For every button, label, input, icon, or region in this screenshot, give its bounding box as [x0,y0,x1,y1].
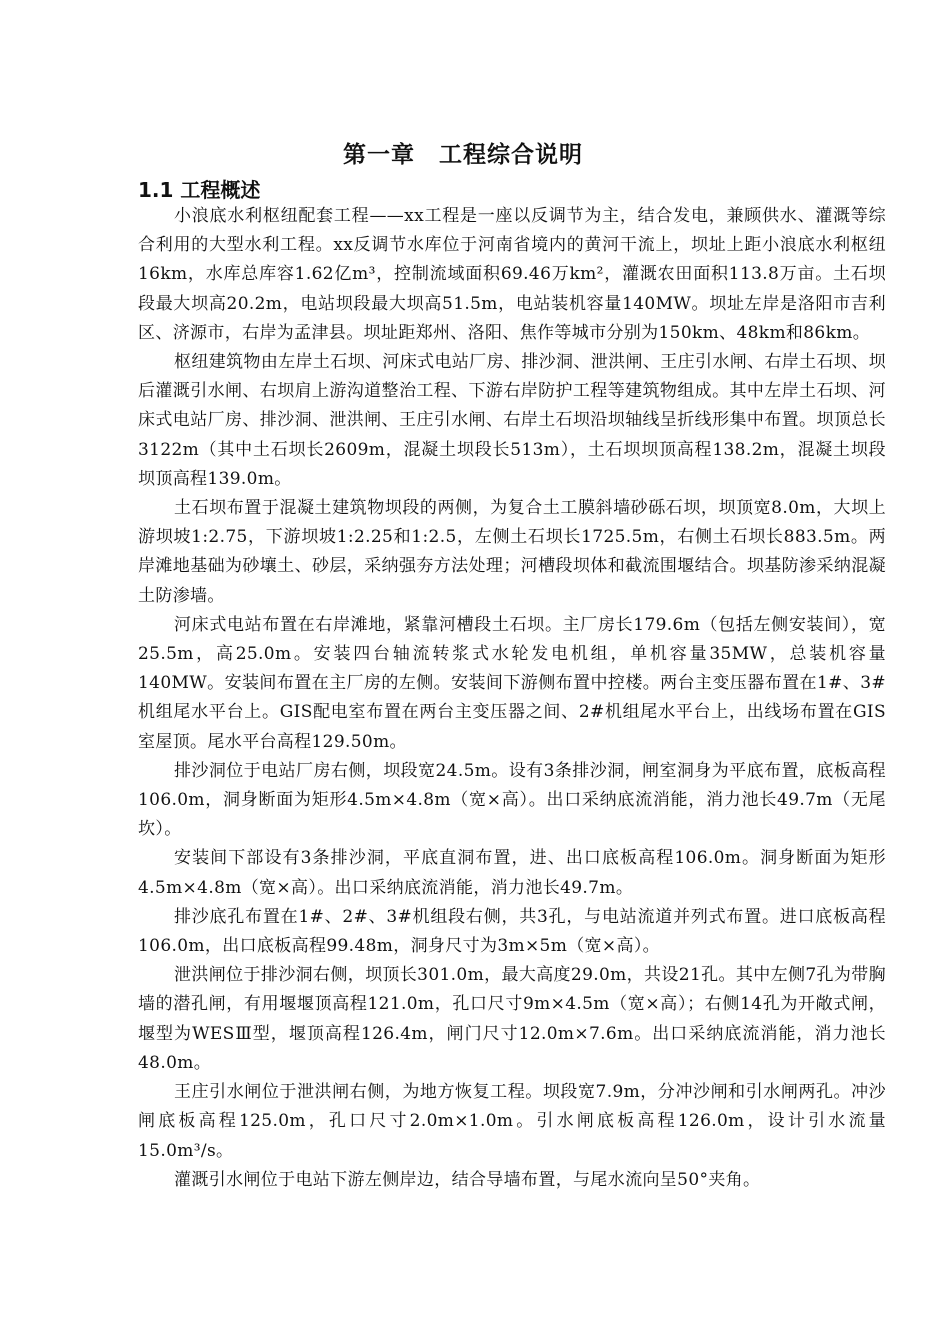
chapter-title: 第一章 工程综合说明 [343,142,583,168]
paragraph: 王庄引水闸位于泄洪闸右侧，为地方恢复工程。坝段宽7.9m，分冲沙闸和引水闸两孔。冲沙闸底板高程125.0m，孔口尺寸2.0m×1.0m。引水闸底板高程126.0m，设计引水流量15.0m³/s。 [138,1082,886,1161]
section-title: 1.1 工程概述 [138,178,261,202]
body-text [138,202,886,1195]
paragraph: 灌溉引水闸位于电站下游左侧岸边，结合导墙布置，与尾水流向呈50°夹角。 [174,1169,761,1190]
paragraph: 小浪底水利枢纽配套工程——xx工程是一座以反调节为主，结合发电，兼顾供水、灌溉等综合利用的大型水利工程。xx反调节水库位于河南省境内的黄河干流上，坝址上距小浪底水利枢纽16km，水库总库容1.62亿m³，控制流域面积69.46万km²，灌溉农田面积113.8万亩。土石坝段最大坝高20.2m，电站坝段最大坝高51.5m，电站装机容量140MW。坝址左岸是洛阳市吉利区、济源市，右岸为孟津县。坝址距郑州、洛阳、焦作等城市分别为150km、48km和86km。 [138,206,886,343]
paragraph: 泄洪闸位于排沙洞右侧，坝顶长301.0m，最大高度29.0m，共设21孔。其中左侧7孔为带胸墙的潜孔闸，有用堰堰顶高程121.0m，孔口尺寸9m×4.5m（宽×高）；右侧14孔为开敞式闸，堰型为WESⅢ型，堰顶高程126.4m，闸门尺寸12.0m×7.6m。出口采纳底流消能，消力池长48.0m。 [138,965,886,1073]
paragraph: 枢纽建筑物由左岸土石坝、河床式电站厂房、排沙洞、泄洪闸、王庄引水闸、右岸土石坝、坝后灌溉引水闸、右坝肩上游沟道整治工程、下游右岸防护工程等建筑物组成。其中左岸土石坝、河床式电站厂房、排沙洞、泄洪闸、王庄引水闸、右岸土石坝沿坝轴线呈折线形集中布置。坝顶总长3122m（其中土石坝长2609m，混凝土坝段长513m），土石坝坝顶高程138.2m，混凝土坝段坝顶高程139.0m。 [138,352,886,489]
paragraph: 排沙洞位于电站厂房右侧，坝段宽24.5m。设有3条排沙洞，闸室洞身为平底布置，底板高程106.0m，洞身断面为矩形4.5m×4.8m（宽×高）。出口采纳底流消能，消力池长49.7m（无尾坎）。 [138,760,886,840]
paragraph: 土石坝布置于混凝土建筑物坝段的两侧，为复合土工膜斜墙砂砾石坝，坝顶宽8.0m，大坝上游坝坡1:2.75，下游坝坡1:2.25和1:2.5，左侧土石坝长1725.5m，右侧土石坝长883.5m。两岸滩地基础为砂壤土、砂层，采纳强夯方法处理；河槽段坝体和截流围堰结合。坝基防渗采纳混凝土防渗墙。 [138,498,886,606]
paragraph: 河床式电站布置在右岸滩地，紧靠河槽段土石坝。主厂房长179.6m（包括左侧安装间），宽25.5m，高25.0m。安装四台轴流转浆式水轮发电机组，单机容量35MW，总装机容量140MW。安装间布置在主厂房的左侧。安装间下游侧布置中控楼。两台主变压器布置在1#、3#机组尾水平台上。GIS配电室布置在两台主变压器之间、2#机组尾水平台上，出线场布置在GIS室屋顶。尾水平台高程129.50m。 [138,614,886,752]
paragraph: 排沙底孔布置在1#、2#、3#机组段右侧，共3孔，与电站流道并列式布置。进口底板高程106.0m，出口底板高程99.48m，洞身尺寸为3m×5m（宽×高）。 [138,906,886,957]
paragraph: 安装间下部设有3条排沙洞，平底直洞布置，进、出口底板高程106.0m。洞身断面为矩形4.5m×4.8m（宽×高）。出口采纳底流消能，消力池长49.7m。 [138,848,886,898]
